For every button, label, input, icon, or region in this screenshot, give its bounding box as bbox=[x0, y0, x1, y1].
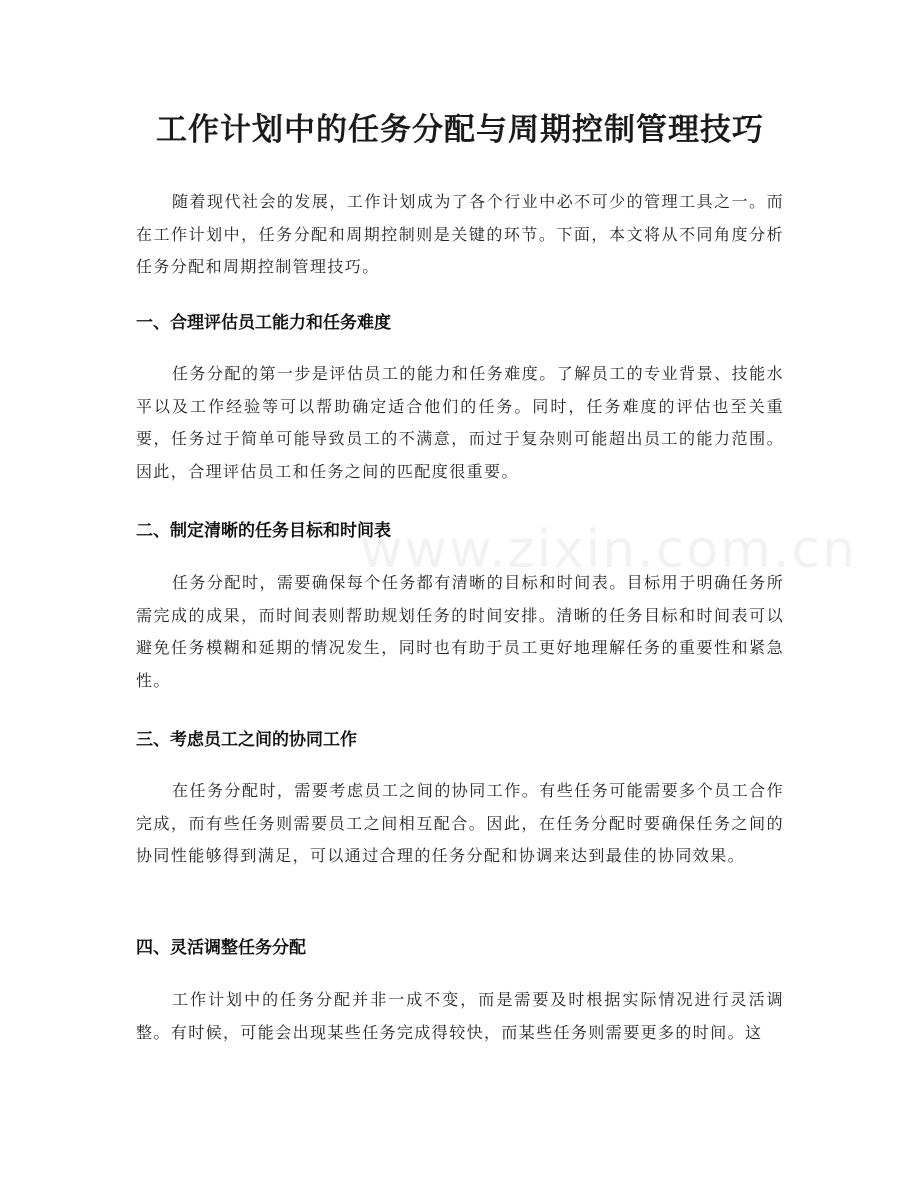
watermark: www.zixin.com.cn bbox=[360, 520, 857, 580]
section-body-4: 工作计划中的任务分配并非一成不变，而是需要及时根据实际情况进行灵活调整。有时候，可能会出现某些任务完成得较快，而某些任务则需要更多的时间。这 bbox=[136, 990, 784, 1042]
document-title: 工作计划中的任务分配与周期控制管理技巧 bbox=[156, 112, 764, 148]
section-heading-3: 三、考虑员工之间的协同工作 bbox=[136, 730, 357, 750]
intro-paragraph: 随着现代社会的发展，工作计划成为了各个行业中必不可少的管理工具之一。而在工作计划中，任务分配和周期控制则是关键的环节。下面，本文将从不同角度分析任务分配和周期控制管理技巧。 bbox=[136, 192, 784, 276]
section-heading-2: 二、制定清晰的任务目标和时间表 bbox=[136, 521, 391, 541]
section-body-1: 任务分配的第一步是评估员工的能力和任务难度。了解员工的专业背景、技能水平以及工作经验等可以帮助确定适合他们的任务。同时，任务难度的评估也至关重要，任务过于简单可能导致员工的不满意，而过于复杂则可能超出员工的能力范围。因此，合理评估员工和任务之间的匹配度很重要。 bbox=[136, 364, 784, 481]
section-heading-1: 一、合理评估员工能力和任务难度 bbox=[136, 313, 391, 333]
section-body-3: 在任务分配时，需要考虑员工之间的协同工作。有些任务可能需要多个员工合作完成，而有些任务则需要员工之间相互配合。因此，在任务分配时要确保任务之间的协同性能够得到满足，可以通过合理的任务分配和协调来达到最佳的协同效果。 bbox=[136, 781, 784, 865]
section-heading-4: 四、灵活调整任务分配 bbox=[136, 938, 306, 958]
section-body-2: 任务分配时，需要确保每个任务都有清晰的目标和时间表。目标用于明确任务所需完成的成果，而时间表则帮助规划任务的时间安排。清晰的任务目标和时间表可以避免任务模糊和延期的情况发生，同时也有助于员工更好地理解任务的重要性和紧急性。 bbox=[136, 573, 784, 690]
